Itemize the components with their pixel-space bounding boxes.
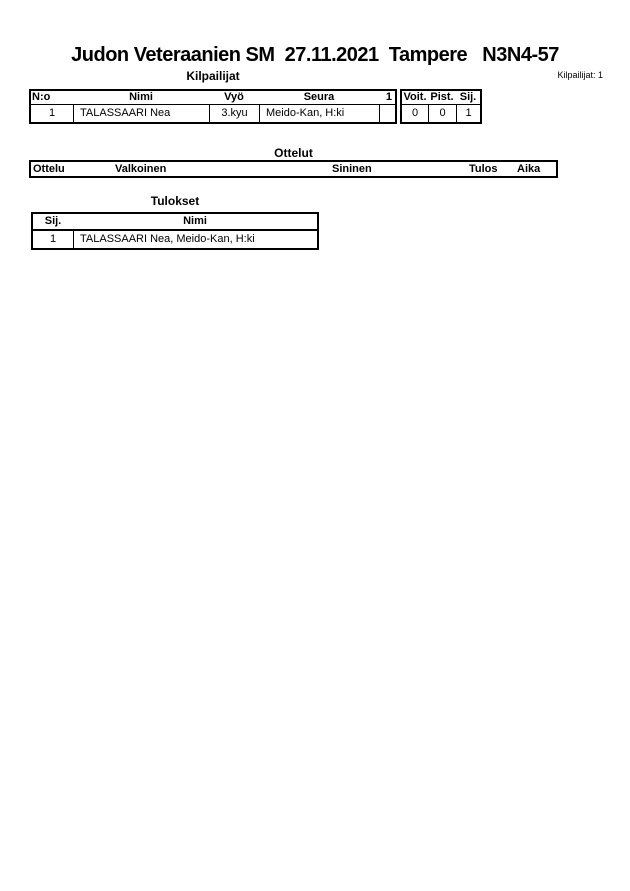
cell-pist: 0 — [428, 105, 456, 122]
cell-1 — [379, 105, 395, 122]
cell-seura: Meido-Kan, H:ki — [259, 105, 379, 122]
result-row — [33, 229, 317, 248]
results-header-row — [33, 214, 317, 229]
header-cell-result-nimi: Nimi — [183, 215, 207, 227]
header-cell-sininen: Sininen — [332, 163, 372, 175]
score-row — [402, 104, 480, 122]
header-cell-pist: Pist. — [430, 91, 454, 103]
header-cell-vyo: Vyö — [224, 91, 244, 103]
header-cell-nimi: Nimi — [129, 91, 153, 103]
header-cell-no: N:o — [32, 91, 51, 103]
matches-header-bar — [29, 160, 558, 178]
score-header-row — [402, 91, 480, 104]
page-title: Judon Veteraanien SM 27.11.2021 Tampere N3N4-57 — [71, 44, 559, 66]
cell-nimi: TALASSAARI Nea — [73, 105, 209, 122]
results-section-label: Tulokset — [150, 194, 200, 208]
competitors-table-score — [400, 89, 482, 124]
competitors-section-label: Kilpailijat — [186, 69, 240, 83]
cell-result-nimi: TALASSAARI Nea, Meido-Kan, H:ki — [73, 231, 317, 248]
header-cell-result-sij: Sij. — [44, 215, 62, 227]
competitors-table-main — [29, 89, 397, 124]
header-cell-seura: Seura — [303, 91, 335, 103]
cell-vyo: 3.kyu — [209, 105, 259, 122]
cell-result-sij: 1 — [49, 233, 57, 245]
header-cell-ottelu: Ottelu — [33, 163, 65, 175]
cell-voit: 0 — [411, 107, 419, 119]
cell-sij: 1 — [456, 105, 480, 122]
header-cell-aika: Aika — [517, 163, 541, 175]
header-cell-1: 1 — [385, 91, 392, 103]
cell-no: 1 — [48, 107, 56, 119]
competitors-count: Kilpailijat: 1 — [557, 70, 603, 80]
header-cell-tulos: Tulos — [469, 163, 498, 175]
header-cell-sij: Sij. — [459, 91, 477, 103]
results-table — [31, 212, 319, 250]
competitors-header-row — [31, 91, 395, 104]
header-cell-valkoinen: Valkoinen — [115, 163, 167, 175]
matches-section-label: Ottelut — [274, 146, 313, 160]
header-cell-voit: Voit. — [403, 91, 427, 103]
competitor-row — [31, 104, 395, 122]
